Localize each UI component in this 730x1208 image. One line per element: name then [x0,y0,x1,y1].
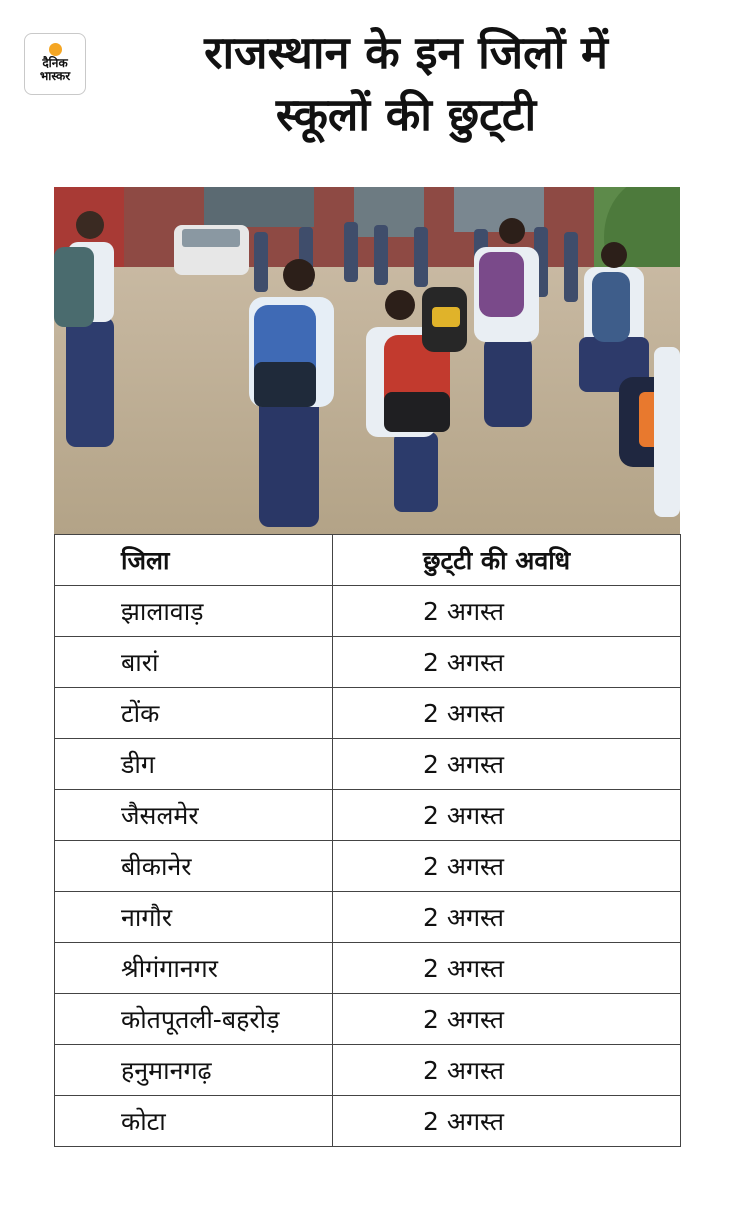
school-children-photo [54,187,680,534]
table-row [55,790,681,841]
column-header-holiday-period: छुट्‌टी की अवधि [333,535,681,586]
district-cell: कोटा [55,1096,333,1147]
table-row [55,739,681,790]
table-row [55,637,681,688]
district-cell: टोंक [55,688,333,739]
table-row [55,586,681,637]
table-row [55,994,681,1045]
dainik-bhaskar-logo [24,33,86,95]
headline-line2: स्कूलों की छुट्‌टी [275,88,537,141]
table-row [55,1096,681,1147]
logo-text-line1: दैनिक [42,56,68,70]
district-cell: कोतपूतली-बहरोड़ [55,994,333,1045]
logo-text-line2: भास्कर [39,69,71,83]
headline-line1: राजस्थान के इन जिलों में [204,26,608,79]
holiday-cell: 2 अगस्त [333,1045,681,1096]
district-cell: जैसलमेर [55,790,333,841]
holiday-cell: 2 अगस्त [333,994,681,1045]
holiday-cell: 2 अगस्त [333,637,681,688]
district-cell: हनुमानगढ़ [55,1045,333,1096]
holiday-cell: 2 अगस्त [333,1096,681,1147]
district-cell: बीकानेर [55,841,333,892]
table-row [55,688,681,739]
table-header-row [55,535,681,586]
holiday-cell: 2 अगस्त [333,892,681,943]
district-cell: नागौर [55,892,333,943]
holiday-cell: 2 अगस्त [333,841,681,892]
district-cell: श्रीगंगानगर [55,943,333,994]
headline [96,22,716,146]
district-cell: झालावाड़ [55,586,333,637]
table-row [55,943,681,994]
holiday-cell: 2 अगस्त [333,943,681,994]
holiday-cell: 2 अगस्त [333,586,681,637]
table-row [55,892,681,943]
column-header-district: जिला [55,535,333,586]
table-row [55,1045,681,1096]
district-cell: बारां [55,637,333,688]
holiday-cell: 2 अगस्त [333,739,681,790]
districts-table [54,534,681,1147]
holiday-cell: 2 अगस्त [333,790,681,841]
district-cell: डीग [55,739,333,790]
holiday-cell: 2 अगस्त [333,688,681,739]
table-row [55,841,681,892]
sun-icon [49,43,62,56]
